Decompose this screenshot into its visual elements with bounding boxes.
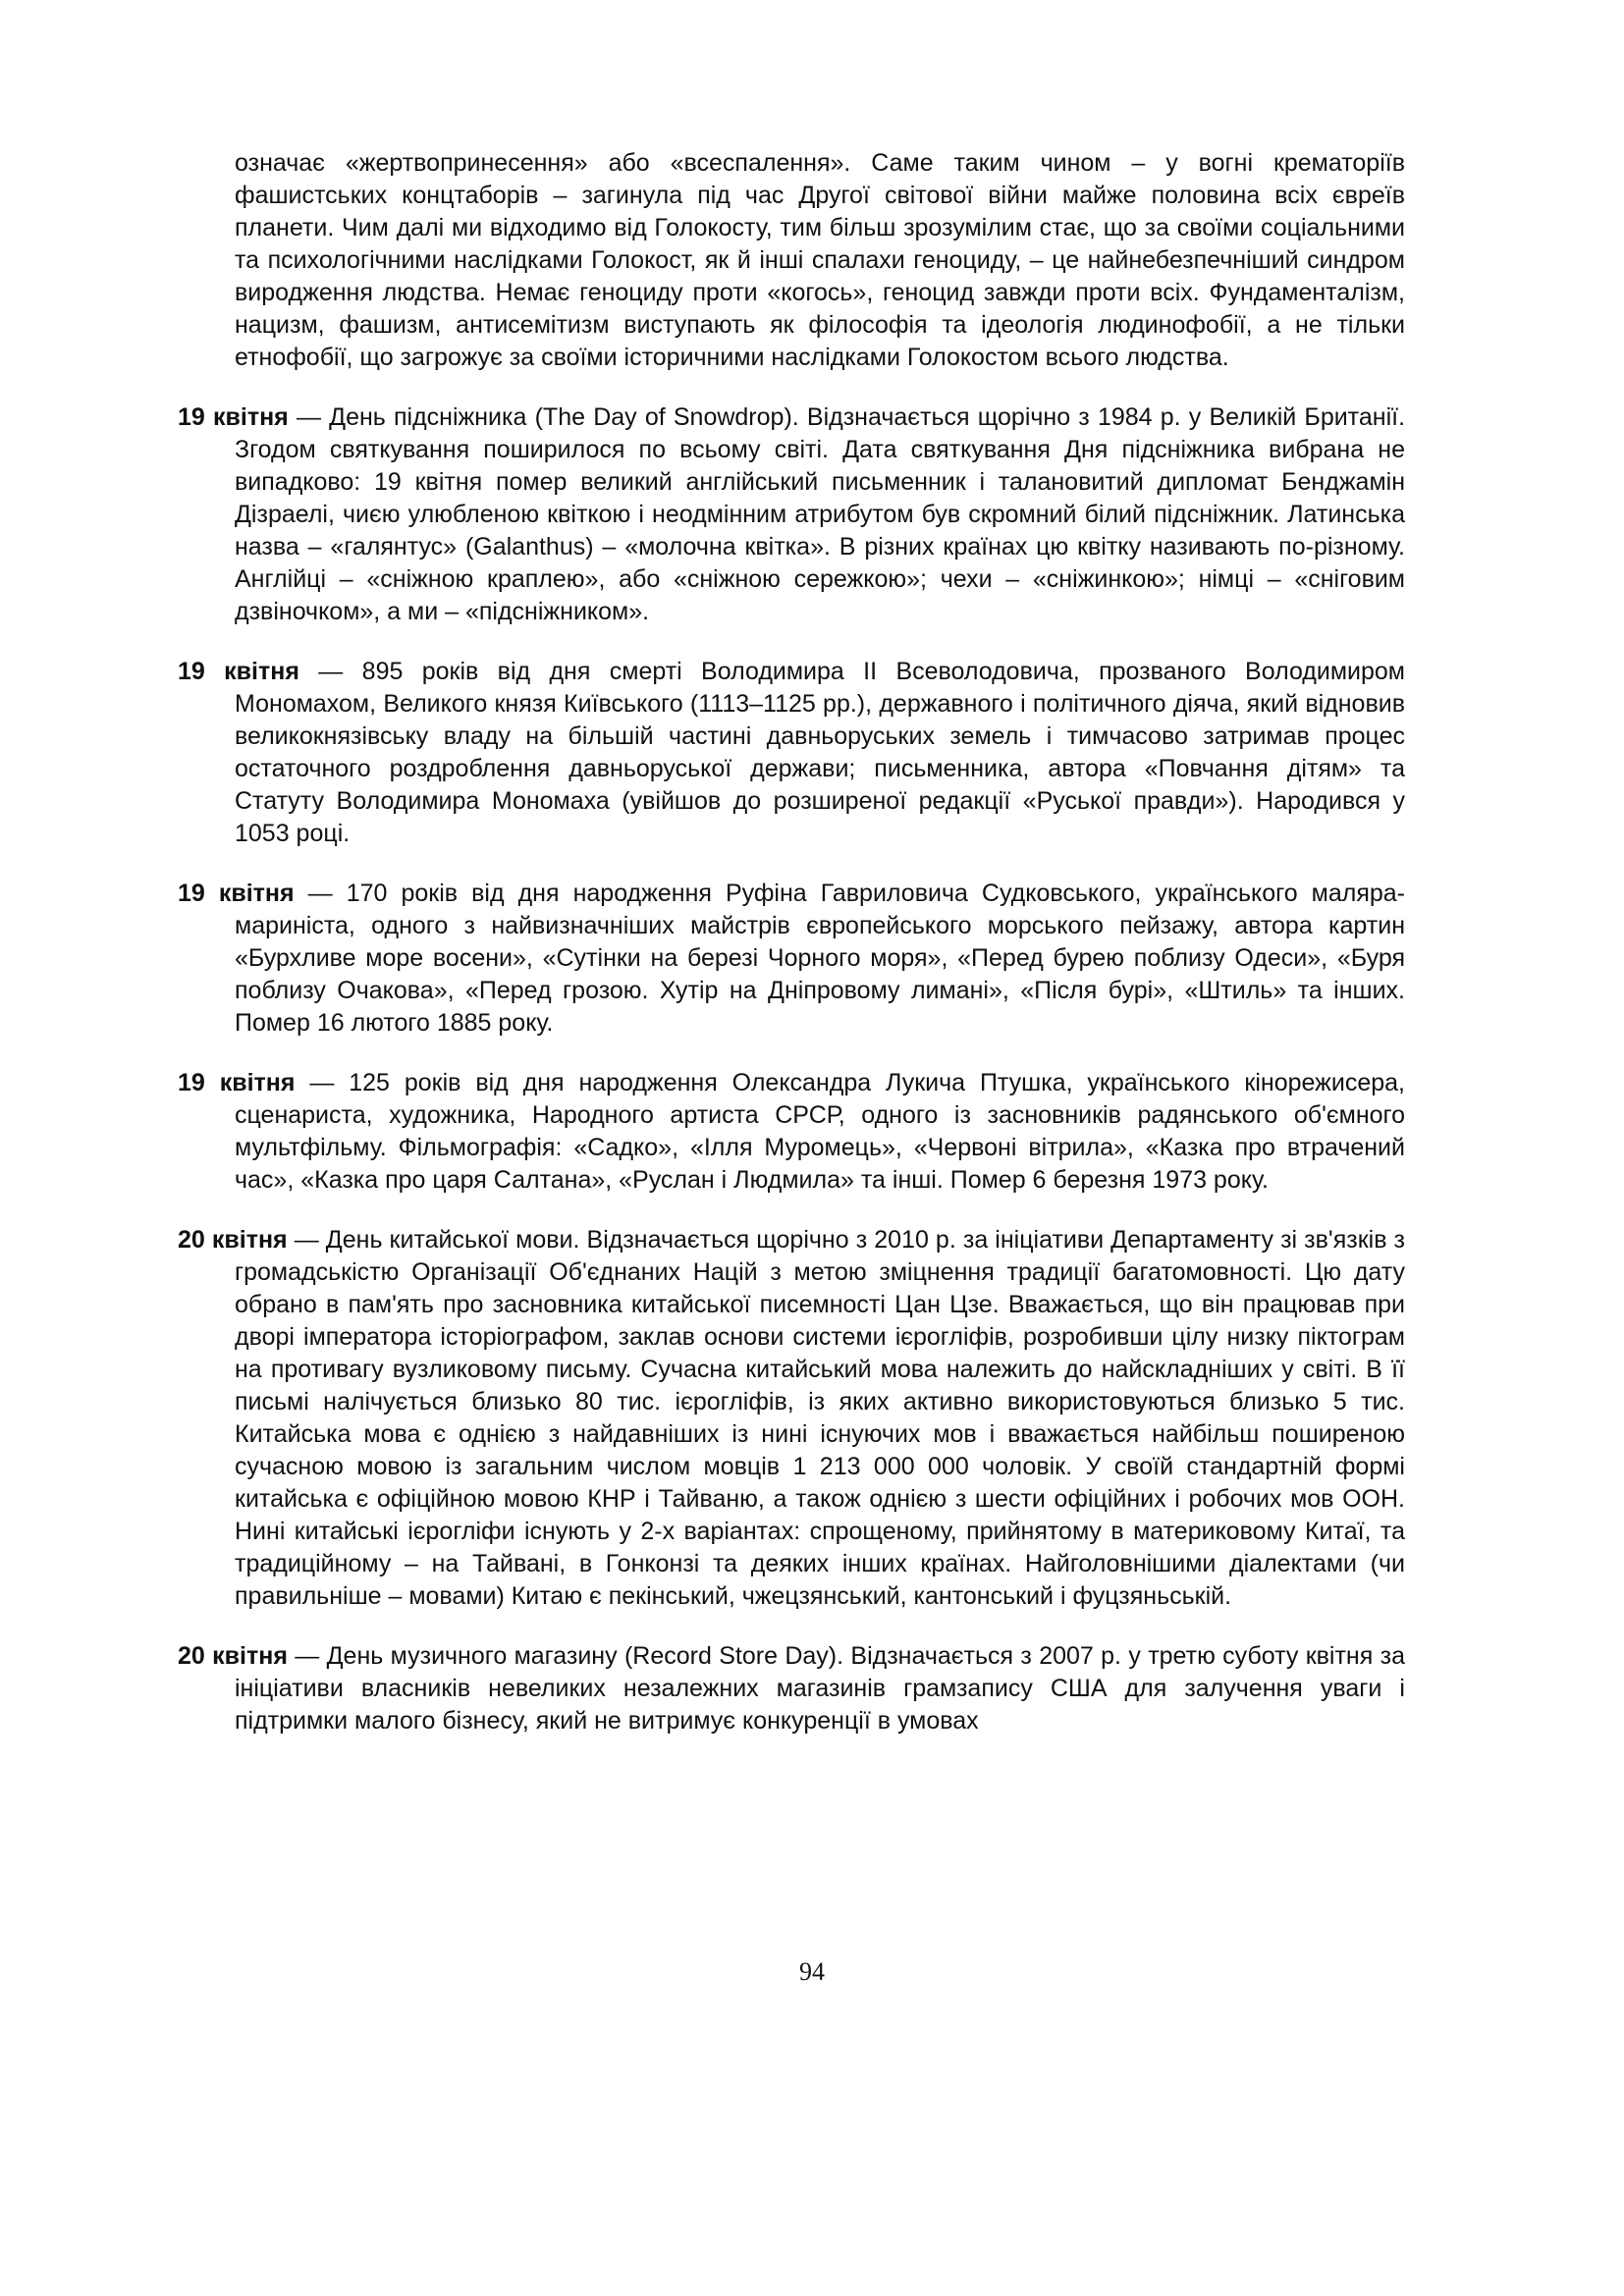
entry-date: 19 квітня	[178, 880, 295, 907]
entry-paragraph	[178, 1067, 1405, 1197]
entry-paragraph	[178, 1640, 1405, 1737]
entry-date: 20 квітня	[178, 1226, 288, 1254]
entry-date: 19 квітня	[178, 403, 289, 431]
entry-text: — День музичного магазину (Record Store Day). Відзначається з 2007 р. у третю суботу квітня за ініціативи власників невеликих незалежних магазинів грамзапису США для залучення уваги і підтримки малого бізнесу, який не витримує конкуренції в умовах	[235, 1642, 1405, 1735]
entry-text: — 895 років від дня смерті Володимира ІІ Всеволодовича, прозваного Володимиром Мономахом, Великого князя Київського (1113–1125 рр.), державного і політичного діяча, який відновив великокнязівську владу на більшій частині давньоруських земель і тимчасово затримав процес остаточного роздроблення давньоруської держави; письменника, автора «Повчання дітям» та Статуту Володимира Мономаха (увійшов до розширеної редакції «Руської правди»). Народився у 1053 році.	[235, 658, 1405, 847]
entry-text: — День підсніжника (The Day of Snowdrop). Відзначається щорічно з 1984 р. у Великій Британії. Згодом святкування поширилося по всьому світі. Дата святкування Дня підсніжника вибрана не випадково: 19 квітня помер великий англійський письменник і талановитий дипломат Бенджамін Дізраелі, чиєю улюбленою квіткою і неодмінним атрибутом був скромний білий підсніжник. Латинська назва – «галянтус» (Galanthus) – «молочна квітка». В різних країнах цю квітку називають по-різному. Англійці – «сніжною краплею», або «сніжною сережкою»; чехи – «сніжинкою»; німці – «сніговим дзвіночком», а ми – «підсніжником».	[235, 403, 1406, 625]
entry-text: — День китайської мови. Відзначається щорічно з 2010 р. за ініціативи Департаменту зі зв'язків з громадськістю Організації Об'єднаних Націй з метою зміцнення традиції багатомовності. Цю дату обрано в пам'ять про засновника китайської писемності Цан Цзе. Вважається, що він працював при дворі імператора історіографом, заклав основи системи ієрогліфів, розробивши цілу низку піктограм на противагу вузликовому письму. Сучасна китайський мова належить до найскладніших у світі. В її письмі налічується близько 80 тис. ієрогліфів, із яких активно використовуються близько 5 тис. Китайська мова є однією з найдавніших із нині існуючих мов і вважається найбільш поширеною сучасною мовою із загальним числом мовців 1 213 000 000 чоловік. У своїй стандартній формі китайська є офіційною мовою КНР і Тайваню, а також однією з шести офіційних і робочих мов ООН. Нині китайські ієрогліфи існують у 2-х варіантах: спрощеному, прийнятому в материковому Китаї, та традиційному – на Тайвані, в Гонконзі та деяких інших країнах. Найголовнішими діалектами (чи правильніше – мовами) Китаю є пекінський, чжецзянський, кантонський і фуцзяньській.	[235, 1226, 1406, 1610]
entry-text: — 125 років від дня народження Олександра Лукича Птушка, українського кінорежисера, сценариста, художника, Народного артиста СРСР, одного із засновників радянського об'ємного мультфільму. Фільмографія: «Садко», «Ілля Муромець», «Червоні вітрила», «Казка про втрачений час», «Казка про царя Салтана», «Руслан і Людмила» та інші. Помер 6 березня 1973 року.	[235, 1069, 1406, 1194]
entry-paragraph	[178, 1224, 1405, 1613]
page-number: 94	[799, 1957, 825, 1986]
intro-paragraph: означає «жертвопринесення» або «всеспалення». Саме таким чином – у вогні крематоріїв фашистських концтаборів – загинула під час Другої світової війни майже половина всіх євреїв планети. Чим далі ми відходимо від Голокосту, тим більш зрозумілим стає, що за своїми соціальними та психологічними наслідками Голокост, як й інші спалахи геноциду, – це найнебезпечніший синдром виродження людства. Немає геноциду проти «когось», геноцид завжди проти всіх. Фундаменталізм, нацизм, фашизм, антисемітизм виступають як філософія та ідеологія людинофобії, а не тільки етнофобії, що загрожує за своїми історичними наслідками Голокостом всього людства.	[235, 149, 1405, 371]
entry-paragraph	[178, 656, 1405, 850]
entry-date: 20 квітня	[178, 1642, 288, 1670]
entry-text: — 170 років від дня народження Руфіна Гавриловича Судковського, українського маляра-мариніста, одного з найвизначніших майстрів європейського морського пейзажу, автора картин «Бурхливе море восени», «Сутінки на березі Чорного моря», «Перед бурею поблизу Одеси», «Буря поблизу Очакова», «Перед грозою. Хутір на Дніпровому лимані», «Після бурі», «Штиль» та інших. Помер 16 лютого 1885 року.	[235, 880, 1405, 1037]
document-body	[178, 147, 1405, 1737]
entry-date: 19 квітня	[178, 1069, 296, 1096]
entry-date: 19 квітня	[178, 658, 299, 685]
entry-paragraph	[178, 878, 1405, 1040]
entry-paragraph	[178, 401, 1405, 628]
